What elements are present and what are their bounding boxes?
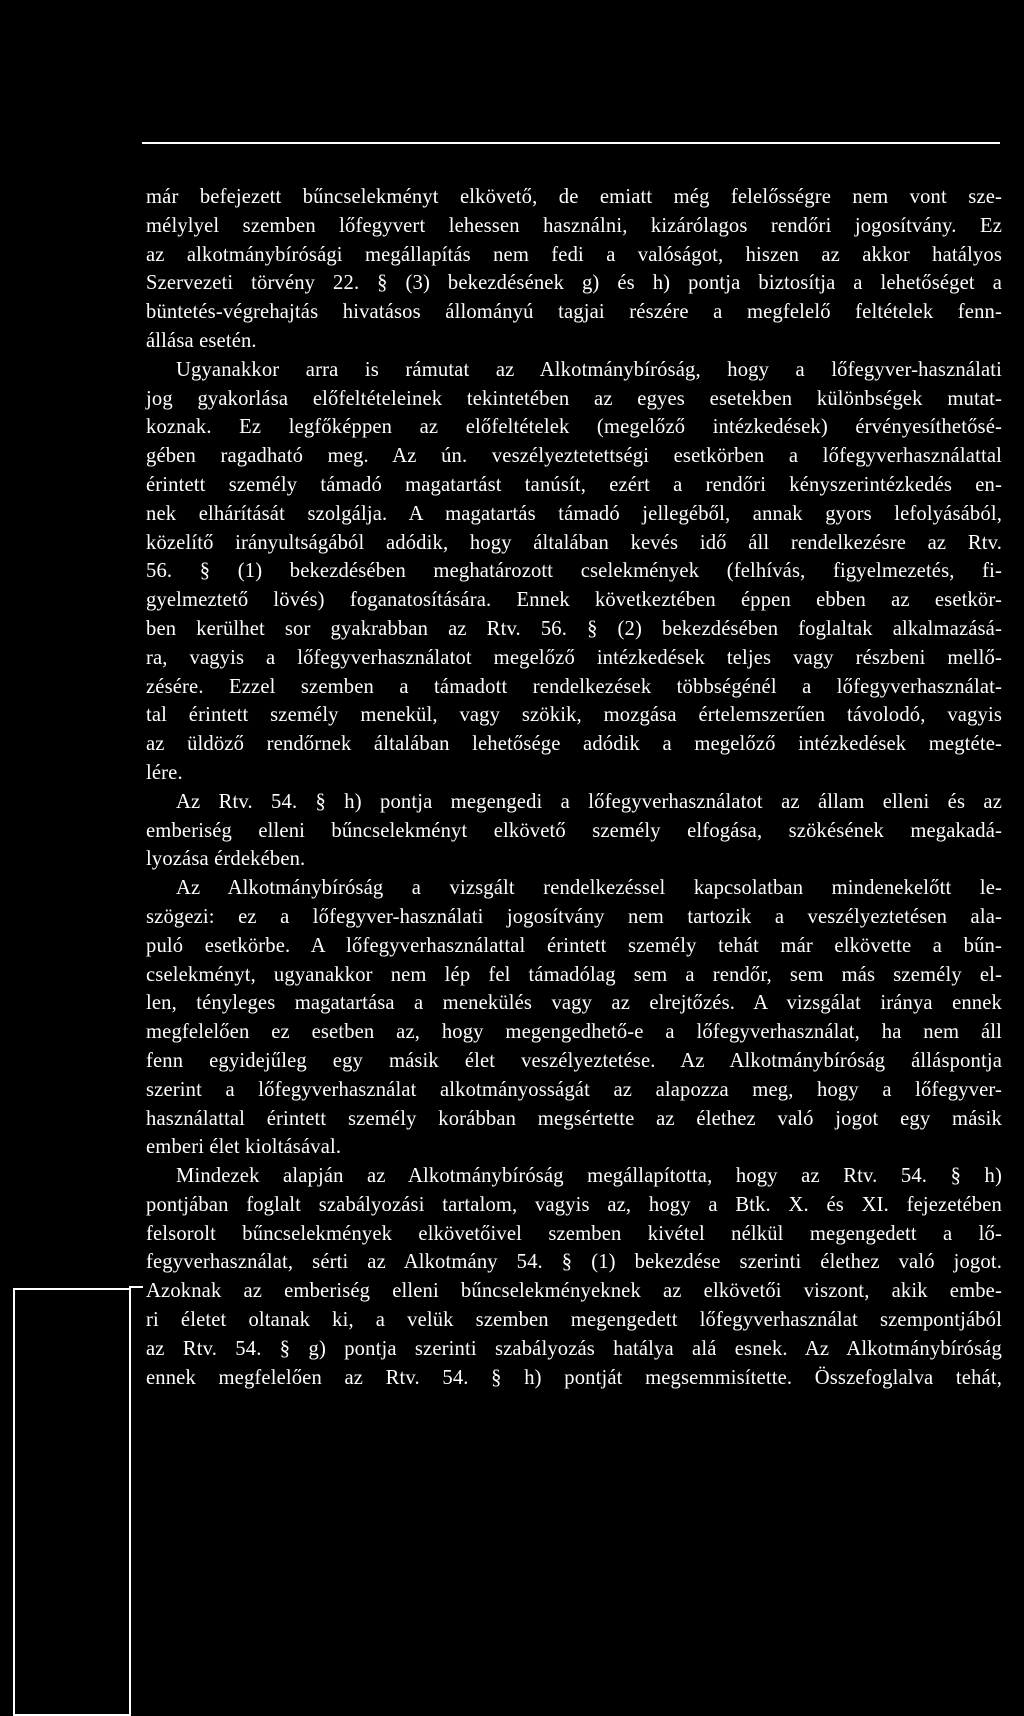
- text-line: ri életet oltanak ki, a velük szemben megengedett lőfegyverhasználat szempontjából: [146, 1309, 1002, 1332]
- header-rule: [142, 142, 1000, 144]
- text-line: puló esetkörbe. A lőfegyverhasználattal érintett személy tehát már elkövette a bűn-: [146, 934, 1002, 957]
- text-line: len, tényleges magatartása a menekülés vagy az elrejtőzés. A vizsgálat iránya ennek: [146, 992, 1002, 1015]
- text-line: megfelelően ez esetben az, hogy megengedhető-e a lőfegyverhasználat, ha nem áll: [146, 1021, 1002, 1044]
- text-line: Mindezek alapján az Alkotmánybíróság megállapította, hogy az Rtv. 54. § h): [176, 1165, 1002, 1188]
- text-line: 56. § (1) bekezdésében meghatározott cselekmények (felhívás, figyelmezetés, fi-: [146, 560, 1002, 583]
- text-line: gében ragadható meg. Az ún. veszélyeztetettségi esetkörben a lőfegyverhasználattal: [146, 445, 1002, 468]
- text-line: Ugyanakkor arra is rámutat az Alkotmánybíróság, hogy a lőfegyver-használati: [176, 358, 1002, 381]
- text-line: nek elhárítását szolgálja. A magatartás támadó jellegéből, annak gyors lefolyásából,: [146, 502, 1002, 525]
- text-line: emberiség elleni bűncselekményt elkövető személy elfogása, szökésének megakadá-: [146, 819, 1002, 842]
- text-line: lyozása érdekében.: [146, 848, 306, 871]
- text-line: büntetés-végrehajtás hivatásos állományú tagjai részére a megfelelő feltételek fenn-: [146, 301, 1002, 324]
- text-line: gyelmeztető lövés) foganatosítására. Ennek következtében éppen ebben az esetkör-: [146, 589, 1002, 612]
- text-line: szerint a lőfegyverhasználat alkotmányosságát az alapozza meg, hogy a lőfegyver-: [146, 1078, 1002, 1101]
- text-line: mélylyel szemben lőfegyvert lehessen használni, kizárólagos rendőri jogosítvány. Ez: [146, 214, 1002, 237]
- text-line: cselekményt, ugyanakkor nem lép fel támadólag sem a rendőr, sem más személy el-: [146, 963, 1002, 986]
- text-line: érintett személy támadó magatartást tanúsít, ezért a rendőri kényszerintézkedés en-: [146, 473, 1002, 496]
- text-line: szögezi: ez a lőfegyver-használati jogosítvány nem tartozik a veszélyeztetésen ala-: [146, 905, 1002, 928]
- text-line: Szervezeti törvény 22. § (3) bekezdésének g) és h) pontja biztosítja a lehetőséget a: [146, 272, 1002, 295]
- text-line: koznak. Ez legfőképpen az előfeltételek (megelőző intézkedések) érvényesíthetősé-: [146, 416, 1002, 439]
- text-line: már befejezett bűncselekményt elkövető, de emiatt még felelősségre nem vont sze-: [146, 186, 1002, 208]
- text-line: pontjában foglalt szabályozási tartalom, vagyis az, hogy a Btk. X. és XI. fejezetében: [146, 1193, 1002, 1216]
- text-line: Az Rtv. 54. § h) pontja megengedi a lőfegyverhasználatot az állam elleni és az: [176, 790, 1002, 813]
- margin-box: [13, 1288, 131, 1716]
- text-line: zésére. Ezzel szemben a támadott rendelkezések többségénél a lőfegyverhasználat-: [146, 675, 1002, 698]
- text-line: az alkotmánybírósági megállapítás nem fedi a valóságot, hiszen az akkor hatályos: [146, 243, 1002, 266]
- text-line: használattal érintett személy korábban megsértette az élethez való jogot egy másik: [146, 1107, 1002, 1130]
- text-line: ben kerülhet sor gyakrabban az Rtv. 56. § (2) bekezdésében foglaltak alkalmazásá-: [146, 617, 1002, 640]
- text-line: Azoknak az emberiség elleni bűncselekményeknek az elkövetői viszont, akik embe-: [146, 1280, 1002, 1303]
- text-line: az üldöző rendőrnek általában lehetősége adódik a megelőző intézkedések megtéte-: [146, 733, 1002, 756]
- text-line: fenn egyidejűleg egy másik élet veszélyeztetése. Az Alkotmánybíróság álláspontja: [146, 1049, 1002, 1072]
- text-line: felsorolt bűncselekmények elkövetőivel szemben kivétel nélkül megengedett a lő-: [146, 1222, 1002, 1245]
- text-line: az Rtv. 54. § g) pontja szerinti szabályozás hatálya alá esnek. Az Alkotmánybíróság: [146, 1337, 1002, 1360]
- margin-box-connector: [129, 1286, 143, 1288]
- text-line: ra, vagyis a lőfegyverhasználatot megelőző intézkedések teljes vagy részbeni mellő-: [146, 646, 1002, 669]
- text-line: ennek megfelelően az Rtv. 54. § h) pontját megsemmisítette. Összefoglalva tehát,: [146, 1366, 1002, 1389]
- text-line: lére.: [146, 761, 183, 784]
- text-line: jog gyakorlása előfeltételeinek tekintetében az egyes esetekben különbségek mutat-: [146, 387, 1002, 410]
- document-body: [146, 183, 1002, 1392]
- text-line: Az Alkotmánybíróság a vizsgált rendelkezéssel kapcsolatban mindenekelőtt le-: [176, 877, 1002, 900]
- text-line: emberi élet kioltásával.: [146, 1136, 342, 1159]
- text-line: fegyverhasználat, sérti az Alkotmány 54. § (1) bekezdése szerinti élethez való jogot.: [146, 1251, 1002, 1274]
- text-line: közelítő irányultságából adódik, hogy általában kevés idő áll rendelkezésre az Rtv.: [146, 531, 1002, 554]
- text-line: tal érintett személy menekül, vagy szökik, mozgása értelemszerűen távolodó, vagyis: [146, 704, 1002, 727]
- text-line: állása esetén.: [146, 329, 257, 352]
